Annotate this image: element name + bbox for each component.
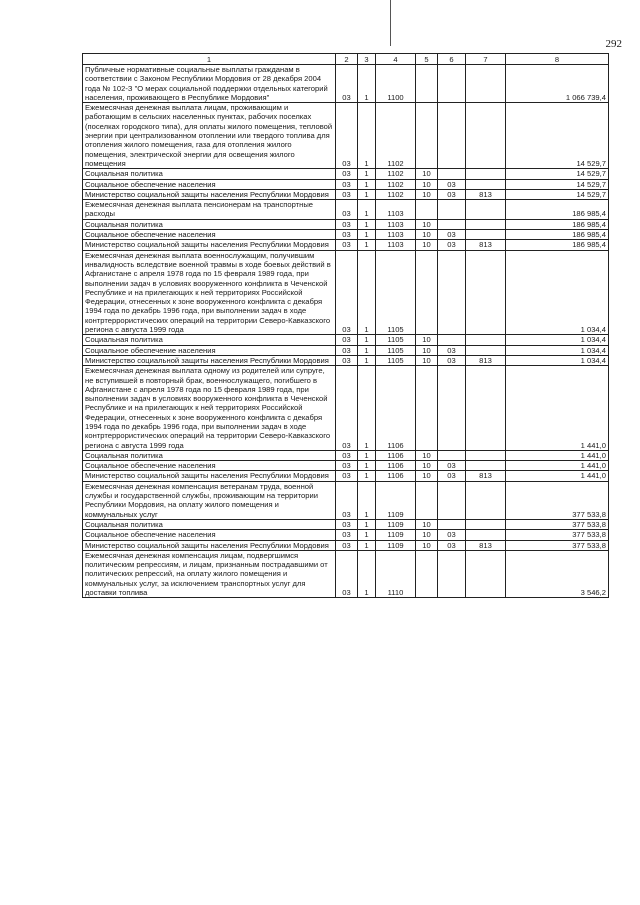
- code-program: 1: [358, 461, 376, 471]
- row-description: Ежемесячная денежная выплата военнослужащим, получившим инвалидность вследствие военной травмы в ходе боевых действий в Афганистане с апреля 1978 года по 15 февраля 1989 года, при выполнении задач в условиях вооруженного конфликта в Чеченской Республике и на прилегающих к ней территориях Российской Федерации, отнесенных к зоне вооруженного конфликта с декабря 1994 года по декабрь 1996 года, при выполнении задач в ходе контртеррористических операций на территории Северо-Кавказского региона с августа 1999 года: [83, 250, 336, 335]
- row-description: Социальная политика: [83, 219, 336, 229]
- code-ministry: 813: [466, 189, 506, 199]
- code-program: 1: [358, 355, 376, 365]
- table-row: [83, 366, 609, 451]
- code-section: 10: [416, 471, 438, 481]
- code-subsection: [438, 250, 466, 335]
- code-ministry: [466, 335, 506, 345]
- row-description: Ежемесячная денежная компенсация лицам, подвергшимся политическим репрессиям, и лицам, признанным пострадавшими от политических репрессий, на оплату жилого помещения и коммунальных услуг, за исключением транспортных услуг для доставки топлива: [83, 550, 336, 597]
- code-program: 1: [358, 189, 376, 199]
- amount: 1 034,4: [506, 250, 609, 335]
- code-subprogram: 1105: [376, 355, 416, 365]
- code-section: [416, 103, 438, 169]
- code-subsection: [438, 450, 466, 460]
- row-description: Социальная политика: [83, 335, 336, 345]
- code-admin: 03: [336, 519, 358, 529]
- amount: 14 529,7: [506, 179, 609, 189]
- amount: 186 985,4: [506, 219, 609, 229]
- code-section: 10: [416, 450, 438, 460]
- code-program: 1: [358, 169, 376, 179]
- table-row: [83, 200, 609, 220]
- code-subprogram: 1105: [376, 335, 416, 345]
- code-ministry: [466, 65, 506, 103]
- code-section: 10: [416, 189, 438, 199]
- code-admin: 03: [336, 481, 358, 519]
- code-admin: 03: [336, 471, 358, 481]
- amount: 14 529,7: [506, 103, 609, 169]
- amount: 1 441,0: [506, 450, 609, 460]
- amount: 1 441,0: [506, 366, 609, 451]
- code-subprogram: 1103: [376, 240, 416, 250]
- header-cell: 6: [438, 54, 466, 65]
- table-row: [83, 219, 609, 229]
- code-section: 10: [416, 519, 438, 529]
- row-description: Социальное обеспечение населения: [83, 230, 336, 240]
- code-subsection: 03: [438, 471, 466, 481]
- row-description: Публичные нормативные социальные выплаты гражданам в соответствии с Законом Республики Мордовия от 28 декабря 2004 года № 102-З "О мерах социальной поддержки отдельных категорий населения, проживающего в Республике Мордовия": [83, 65, 336, 103]
- code-ministry: 813: [466, 471, 506, 481]
- code-section: 10: [416, 169, 438, 179]
- code-ministry: [466, 179, 506, 189]
- code-section: 10: [416, 219, 438, 229]
- table-row: [83, 230, 609, 240]
- code-program: 1: [358, 219, 376, 229]
- code-section: 10: [416, 530, 438, 540]
- page-number: 292: [605, 38, 622, 50]
- amount: 1 034,4: [506, 345, 609, 355]
- header-cell: 1: [83, 54, 336, 65]
- code-subsection: [438, 200, 466, 220]
- code-admin: 03: [336, 530, 358, 540]
- table-row: [83, 179, 609, 189]
- code-subsection: [438, 519, 466, 529]
- row-description: Социальное обеспечение населения: [83, 345, 336, 355]
- header-cell: 5: [416, 54, 438, 65]
- table-row: [83, 240, 609, 250]
- code-subprogram: 1102: [376, 169, 416, 179]
- amount: 3 546,2: [506, 550, 609, 597]
- code-admin: 03: [336, 189, 358, 199]
- table-row: [83, 450, 609, 460]
- code-section: 10: [416, 461, 438, 471]
- amount: 1 034,4: [506, 335, 609, 345]
- code-program: 1: [358, 450, 376, 460]
- amount: 377 533,8: [506, 519, 609, 529]
- code-subsection: [438, 219, 466, 229]
- code-program: 1: [358, 345, 376, 355]
- table-row: [83, 250, 609, 335]
- code-subprogram: 1106: [376, 450, 416, 460]
- code-ministry: [466, 366, 506, 451]
- code-ministry: [466, 550, 506, 597]
- code-program: 1: [358, 335, 376, 345]
- code-section: 10: [416, 355, 438, 365]
- row-description: Министерство социальной защиты населения Республики Мордовия: [83, 471, 336, 481]
- header-cell: 3: [358, 54, 376, 65]
- table-row: [83, 530, 609, 540]
- code-subsection: 03: [438, 189, 466, 199]
- code-subprogram: 1106: [376, 366, 416, 451]
- amount: 377 533,8: [506, 540, 609, 550]
- table-row: [83, 335, 609, 345]
- code-program: 1: [358, 240, 376, 250]
- row-description: Ежемесячная денежная выплата пенсионерам на транспортные расходы: [83, 200, 336, 220]
- code-admin: 03: [336, 250, 358, 335]
- code-subprogram: 1106: [376, 471, 416, 481]
- code-ministry: [466, 200, 506, 220]
- code-subsection: [438, 366, 466, 451]
- code-admin: 03: [336, 355, 358, 365]
- code-subprogram: 1110: [376, 550, 416, 597]
- code-admin: 03: [336, 366, 358, 451]
- row-description: Министерство социальной защиты населения Республики Мордовия: [83, 240, 336, 250]
- table-row: [83, 103, 609, 169]
- code-program: 1: [358, 230, 376, 240]
- row-description: Министерство социальной защиты населения Республики Мордовия: [83, 189, 336, 199]
- row-description: Социальная политика: [83, 169, 336, 179]
- code-admin: 03: [336, 200, 358, 220]
- code-program: 1: [358, 65, 376, 103]
- code-subsection: 03: [438, 530, 466, 540]
- code-subsection: 03: [438, 179, 466, 189]
- code-subsection: [438, 481, 466, 519]
- code-admin: 03: [336, 103, 358, 169]
- budget-table: [82, 53, 609, 598]
- row-description: Социальное обеспечение населения: [83, 461, 336, 471]
- code-program: 1: [358, 179, 376, 189]
- code-admin: 03: [336, 179, 358, 189]
- code-subprogram: 1106: [376, 461, 416, 471]
- code-program: 1: [358, 550, 376, 597]
- amount: 1 066 739,4: [506, 65, 609, 103]
- code-ministry: [466, 519, 506, 529]
- table-row: [83, 169, 609, 179]
- code-program: 1: [358, 540, 376, 550]
- table-row: [83, 355, 609, 365]
- code-ministry: 813: [466, 540, 506, 550]
- code-program: 1: [358, 481, 376, 519]
- code-ministry: [466, 219, 506, 229]
- code-subsection: 03: [438, 230, 466, 240]
- code-ministry: [466, 250, 506, 335]
- code-section: 10: [416, 230, 438, 240]
- code-ministry: [466, 450, 506, 460]
- row-description: Социальная политика: [83, 450, 336, 460]
- code-subprogram: 1103: [376, 219, 416, 229]
- amount: 1 034,4: [506, 355, 609, 365]
- code-subsection: 03: [438, 345, 466, 355]
- header-cell: 4: [376, 54, 416, 65]
- code-subprogram: 1109: [376, 540, 416, 550]
- header-cell: 8: [506, 54, 609, 65]
- code-subsection: 03: [438, 240, 466, 250]
- table-header-row: [83, 54, 609, 65]
- code-subprogram: 1102: [376, 103, 416, 169]
- amount: 1 441,0: [506, 471, 609, 481]
- code-section: 10: [416, 240, 438, 250]
- code-ministry: [466, 345, 506, 355]
- amount: 1 441,0: [506, 461, 609, 471]
- code-program: 1: [358, 471, 376, 481]
- table-row: [83, 189, 609, 199]
- amount: 186 985,4: [506, 240, 609, 250]
- row-description: Ежемесячная денежная выплата лицам, проживающим и работающим в сельских населенных пунктах, рабочих поселках (поселках городского типа), для оплаты жилого помещения, тепловой энергии при централизованном отоплении или твердого топлива для отопления жилого помещения, газа для отопления жилого помещения, электрической энергии для освещения жилого помещения: [83, 103, 336, 169]
- row-description: Ежемесячная денежная выплата одному из родителей или супруге, не вступившей в повторный брак, военнослужащего, погибшего в Афганистане с апреля 1978 года по 15 февраля 1989 года, при выполнении задач в условиях вооруженного конфликта в Чеченской Республике и на прилегающих к ней территориях Российской Федерации, отнесенных к зоне вооруженного конфликта с декабря 1994 года по декабрь 1996 года, при выполнении задач в ходе контртеррористических операций на территории Северо-Кавказского региона с августа 1999 года: [83, 366, 336, 451]
- header-cell: 7: [466, 54, 506, 65]
- code-admin: 03: [336, 65, 358, 103]
- code-section: [416, 65, 438, 103]
- row-description: Министерство социальной защиты населения Республики Мордовия: [83, 540, 336, 550]
- code-subsection: [438, 65, 466, 103]
- code-admin: 03: [336, 461, 358, 471]
- table-row: [83, 519, 609, 529]
- code-section: [416, 366, 438, 451]
- code-admin: 03: [336, 335, 358, 345]
- code-admin: 03: [336, 550, 358, 597]
- table-row: [83, 540, 609, 550]
- code-program: 1: [358, 250, 376, 335]
- code-admin: 03: [336, 450, 358, 460]
- row-description: Социальная политика: [83, 519, 336, 529]
- code-program: 1: [358, 103, 376, 169]
- code-program: 1: [358, 519, 376, 529]
- row-description: Ежемесячная денежная компенсация ветеранам труда, военной службы и государственной службы, проживающим на территории Республики Мордовия, на оплату жилого помещения и коммунальных услуг: [83, 481, 336, 519]
- code-ministry: [466, 103, 506, 169]
- code-subprogram: 1102: [376, 189, 416, 199]
- code-section: 10: [416, 540, 438, 550]
- code-ministry: 813: [466, 355, 506, 365]
- code-section: [416, 550, 438, 597]
- code-subprogram: 1105: [376, 345, 416, 355]
- amount: 186 985,4: [506, 230, 609, 240]
- code-ministry: [466, 481, 506, 519]
- table-body: [83, 65, 609, 598]
- binding-line: [390, 0, 391, 46]
- header-cell: 2: [336, 54, 358, 65]
- code-subprogram: 1109: [376, 481, 416, 519]
- code-subsection: 03: [438, 355, 466, 365]
- code-subsection: [438, 335, 466, 345]
- amount: 14 529,7: [506, 169, 609, 179]
- amount: 186 985,4: [506, 200, 609, 220]
- table-row: [83, 461, 609, 471]
- code-admin: 03: [336, 230, 358, 240]
- code-section: 10: [416, 335, 438, 345]
- code-subprogram: 1109: [376, 519, 416, 529]
- code-admin: 03: [336, 240, 358, 250]
- code-subprogram: 1103: [376, 230, 416, 240]
- code-subsection: [438, 550, 466, 597]
- row-description: Министерство социальной защиты населения Республики Мордовия: [83, 355, 336, 365]
- amount: 14 529,7: [506, 189, 609, 199]
- code-section: [416, 200, 438, 220]
- table-row: [83, 481, 609, 519]
- table-row: [83, 550, 609, 597]
- amount: 377 533,8: [506, 481, 609, 519]
- code-section: [416, 250, 438, 335]
- code-admin: 03: [336, 219, 358, 229]
- code-ministry: [466, 530, 506, 540]
- table-row: [83, 345, 609, 355]
- code-section: 10: [416, 345, 438, 355]
- code-admin: 03: [336, 169, 358, 179]
- code-section: 10: [416, 179, 438, 189]
- code-subprogram: 1100: [376, 65, 416, 103]
- code-ministry: [466, 230, 506, 240]
- code-program: 1: [358, 530, 376, 540]
- code-admin: 03: [336, 540, 358, 550]
- code-subprogram: 1109: [376, 530, 416, 540]
- table-row: [83, 471, 609, 481]
- row-description: Социальное обеспечение населения: [83, 179, 336, 189]
- code-ministry: [466, 461, 506, 471]
- code-ministry: [466, 169, 506, 179]
- code-program: 1: [358, 366, 376, 451]
- row-description: Социальное обеспечение населения: [83, 530, 336, 540]
- code-subsection: 03: [438, 540, 466, 550]
- table-row: [83, 65, 609, 103]
- code-subsection: 03: [438, 461, 466, 471]
- code-subsection: [438, 169, 466, 179]
- code-subprogram: 1105: [376, 250, 416, 335]
- code-admin: 03: [336, 345, 358, 355]
- code-subprogram: 1102: [376, 179, 416, 189]
- code-ministry: 813: [466, 240, 506, 250]
- code-subprogram: 1103: [376, 200, 416, 220]
- amount: 377 533,8: [506, 530, 609, 540]
- code-program: 1: [358, 200, 376, 220]
- code-section: [416, 481, 438, 519]
- code-subsection: [438, 103, 466, 169]
